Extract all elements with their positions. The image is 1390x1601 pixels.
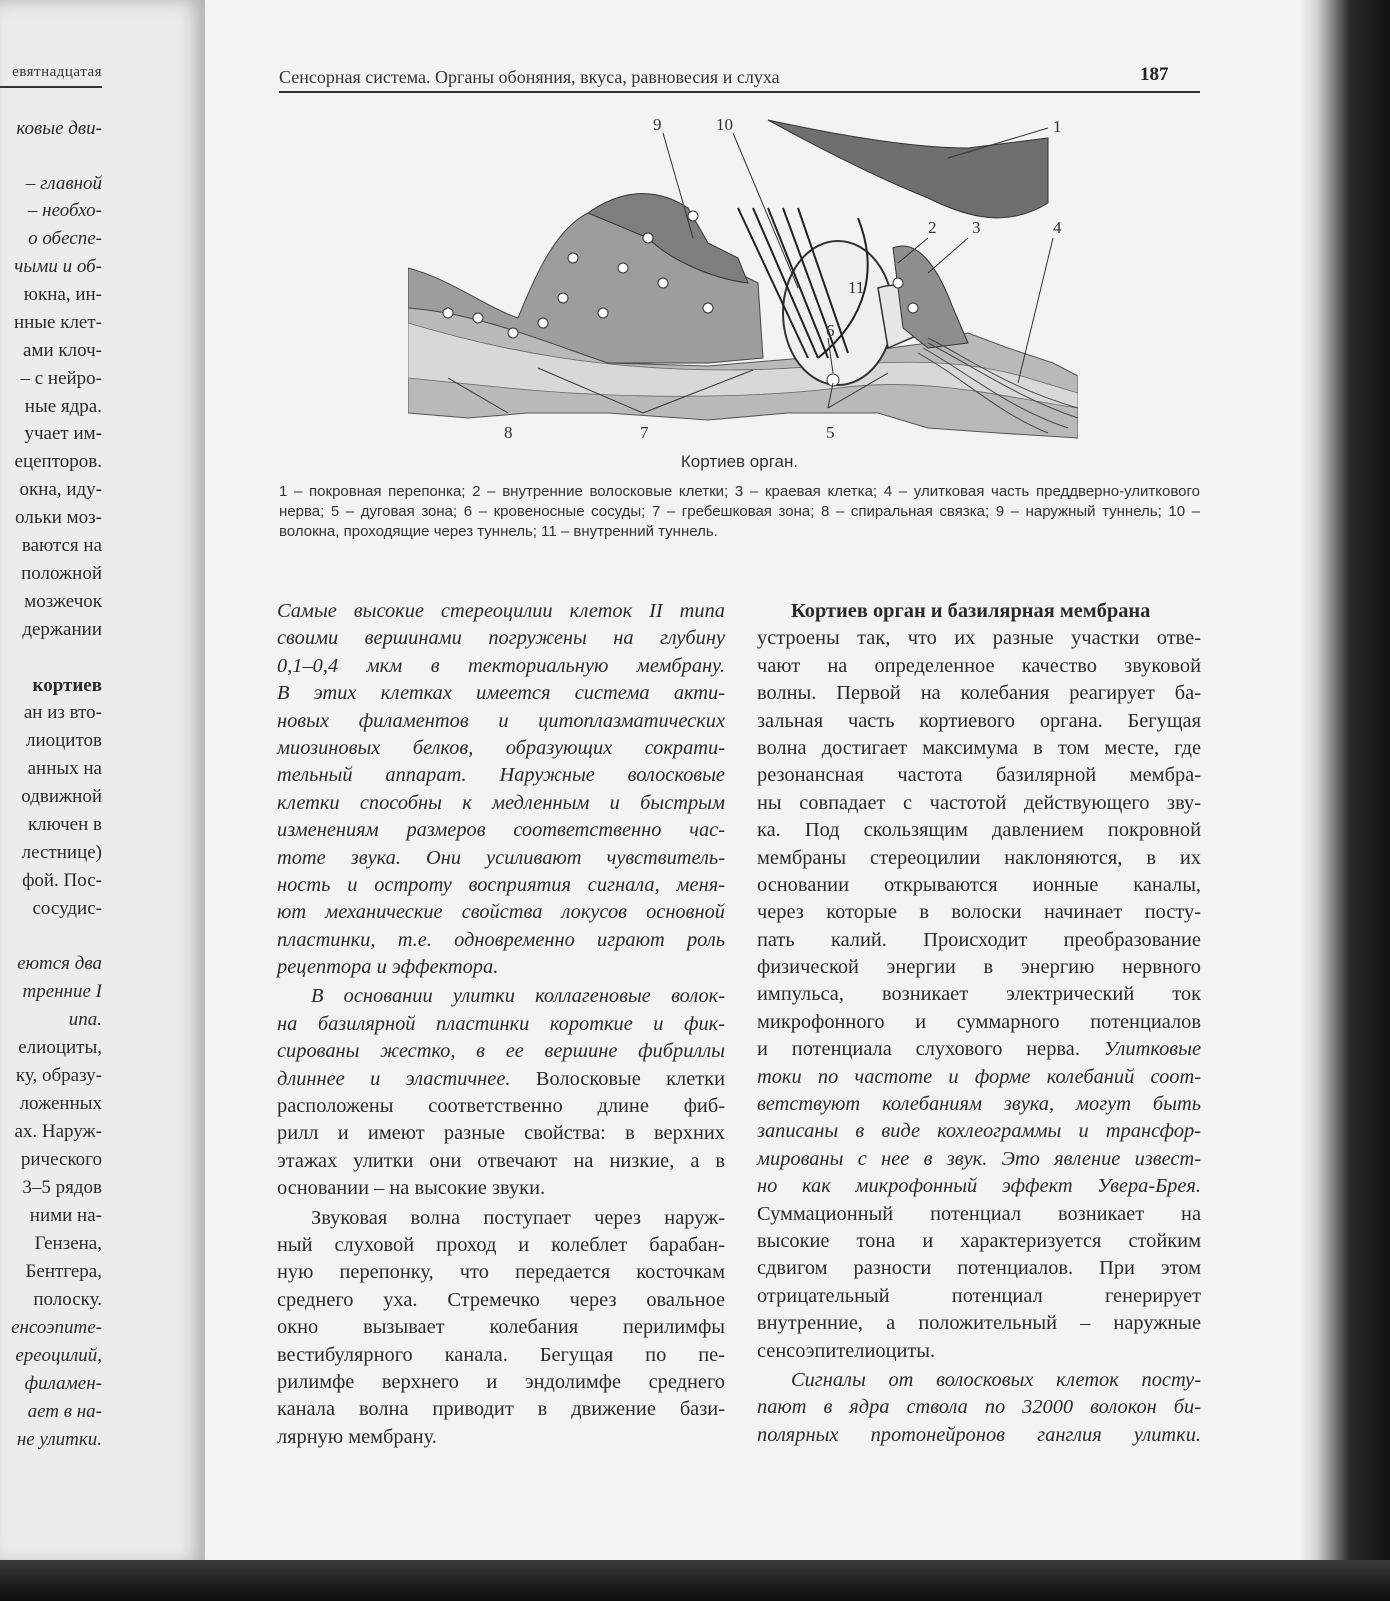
left-page-line: не улитки. bbox=[16, 1429, 102, 1450]
left-page-line: елиоциты, bbox=[18, 1037, 102, 1058]
left-page-line: ецепторов. bbox=[14, 451, 102, 472]
text-run: ный слуховой проход и колеблет барабан- bbox=[277, 1233, 725, 1256]
text-run: рилимфе верхнего и эндолимфе среднего bbox=[277, 1370, 725, 1393]
text-line bbox=[757, 872, 1201, 899]
text-run: новых филаментов и цитоплазматических bbox=[277, 709, 725, 732]
label-2: 2 bbox=[928, 218, 937, 237]
text-run: устроены так, что их разные участки отве- bbox=[757, 627, 1201, 650]
left-page-line: ипа. bbox=[68, 1009, 102, 1030]
text-line bbox=[277, 598, 725, 625]
figure-caption-title: Кортиев орган. bbox=[680, 452, 799, 471]
text-line bbox=[757, 762, 1201, 789]
left-page-line: ложенных bbox=[19, 1093, 102, 1114]
text-run: В основании улитки коллагеновые волок- bbox=[311, 985, 725, 1008]
left-page-line: держании bbox=[22, 619, 102, 640]
text-run: своими вершинами погружены на глубину bbox=[277, 627, 725, 650]
left-page-line: рического bbox=[20, 1149, 102, 1170]
left-page-line: – главной bbox=[25, 173, 102, 194]
text-line bbox=[757, 899, 1201, 926]
text-run: токи по частоте и форме колебаний соот- bbox=[757, 1065, 1201, 1088]
text-run: Самые высокие стереоцилии клеток II типа bbox=[277, 600, 725, 622]
text-line bbox=[277, 1424, 725, 1451]
text-run: пать калий. Происходит преобразование bbox=[757, 928, 1201, 951]
text-run: через которые в волоски начинает посту- bbox=[757, 901, 1201, 924]
text-line bbox=[277, 1259, 725, 1286]
label-3: 3 bbox=[972, 218, 981, 237]
body-column-right bbox=[757, 598, 1201, 1449]
text-line bbox=[757, 598, 1201, 625]
text-line bbox=[757, 981, 1201, 1008]
figure-caption-legend: 1 – покровная перепонка; 2 – внутренние волосковые клетки; 3 – краевая клетка; 4 – улитковая часть преддверно-улиткового нерва; 5 – дуговая зона; 6 – кровеносные сосуды; 7 – гребешковая зона; 8 – спиральная связка; 9 – наружный туннель; 10 – волокна, проходящие через туннель; 11 – внутренний туннель. bbox=[279, 483, 1200, 540]
left-page-line: ковые дви- bbox=[16, 118, 102, 139]
text-line bbox=[757, 1338, 1201, 1365]
left-page-line: фой. Пос- bbox=[22, 870, 102, 891]
tectorial-membrane bbox=[768, 120, 1048, 218]
text-line bbox=[277, 708, 725, 735]
left-page-line: нные клет- bbox=[13, 312, 102, 333]
text-run: миозиновых белков, образующих сократи- bbox=[277, 736, 725, 759]
label-7: 7 bbox=[640, 423, 649, 442]
text-line bbox=[277, 1342, 725, 1369]
left-page bbox=[0, 0, 205, 1565]
text-line bbox=[277, 653, 725, 680]
left-page-line: о обеспе- bbox=[28, 228, 102, 249]
text-run: записаны в виде кохлеограммы и трансфор- bbox=[757, 1120, 1201, 1143]
text-line bbox=[757, 954, 1201, 981]
text-line bbox=[757, 735, 1201, 762]
text-run: резонансная частота базилярной мембра- bbox=[757, 764, 1201, 787]
text-line bbox=[757, 708, 1201, 735]
text-run: тоте звука. Они усиливают чувствитель- bbox=[277, 846, 725, 869]
label-1: 1 bbox=[1053, 117, 1062, 136]
text-line bbox=[757, 1310, 1201, 1337]
text-run: изменениям размеров соответственно час- bbox=[277, 819, 725, 842]
left-page-line: ереоцилий, bbox=[15, 1345, 102, 1366]
text-line bbox=[277, 1066, 725, 1093]
label-5: 5 bbox=[826, 423, 835, 442]
text-run: ную перепонку, что передается косточкам bbox=[277, 1261, 725, 1284]
left-page-line: ает в на- bbox=[27, 1401, 102, 1422]
text-line bbox=[277, 1148, 725, 1175]
text-run: этажах улитки они отвечают на низкие, а в bbox=[277, 1149, 725, 1172]
left-page-line: ключен в bbox=[27, 814, 102, 835]
text-line bbox=[277, 817, 725, 844]
label-6: 6 bbox=[826, 321, 835, 340]
left-page-line: ные ядра. bbox=[24, 396, 102, 417]
text-run: рилл и имеют разные свойства: в верхних bbox=[277, 1122, 725, 1145]
book-edge-shadow bbox=[1300, 0, 1390, 1601]
text-line bbox=[757, 625, 1201, 652]
left-page-line: положной bbox=[21, 563, 102, 584]
text-line bbox=[757, 1422, 1201, 1449]
text-line bbox=[277, 1369, 725, 1396]
text-line bbox=[277, 1120, 725, 1147]
left-page-line: анных на bbox=[27, 758, 102, 779]
left-page-line: Гензена, bbox=[34, 1233, 102, 1254]
text-run: основании открываются ионные каналы, bbox=[757, 873, 1201, 896]
body-column-left bbox=[277, 598, 725, 1451]
left-page-line: ан из вто- bbox=[23, 702, 102, 723]
text-line bbox=[757, 1118, 1201, 1145]
text-run: В этих клетках имеется система акти- bbox=[277, 682, 725, 705]
text-run: сированы жестко, в ее вершине фибриллы bbox=[277, 1040, 725, 1063]
label-10: 10 bbox=[716, 115, 733, 134]
left-page-line: лестнице) bbox=[21, 842, 102, 863]
text-run: лярную мембрану. bbox=[277, 1425, 437, 1448]
text-line bbox=[277, 899, 725, 926]
text-run: Звуковая волна поступает через наруж- bbox=[311, 1206, 725, 1229]
text-run: ность и остроту восприятия сигнала, меня- bbox=[277, 873, 725, 896]
text-line bbox=[277, 927, 725, 954]
left-page-line: еются два bbox=[17, 953, 102, 974]
header-rule bbox=[279, 91, 1200, 93]
text-line bbox=[277, 954, 725, 981]
left-page-line: ку, образу- bbox=[15, 1065, 102, 1086]
text-run: зальная часть кортиевого органа. Бегущая bbox=[757, 709, 1201, 732]
left-page-line: мозжечок bbox=[24, 591, 102, 612]
text-line bbox=[277, 1205, 725, 1232]
left-page-line: ами клоч- bbox=[23, 340, 102, 361]
left-page-line: ах. Наруж- bbox=[14, 1121, 102, 1142]
left-page-line: ольки моз- bbox=[15, 507, 102, 528]
text-line bbox=[757, 680, 1201, 707]
text-line bbox=[757, 653, 1201, 680]
text-run: волны. Первой на колебания реагирует ба- bbox=[757, 682, 1201, 705]
text-run: тельный аппарат. Наружные волосковые bbox=[277, 764, 725, 787]
text-line bbox=[277, 1175, 725, 1202]
left-page-line: кортиев bbox=[32, 675, 102, 696]
text-run: пластинки, т.е. одновременно играют роль bbox=[277, 928, 725, 951]
text-run: основании – на высокие звуки. bbox=[277, 1177, 546, 1200]
text-run: импульса, возникает электрический ток bbox=[757, 983, 1201, 1006]
text-line bbox=[757, 1036, 1201, 1063]
text-line bbox=[757, 817, 1201, 844]
text-line bbox=[757, 1201, 1201, 1228]
text-run: ют механические свойства локусов основной bbox=[277, 901, 725, 924]
text-line bbox=[277, 1287, 725, 1314]
text-line bbox=[757, 1367, 1201, 1394]
text-line bbox=[757, 1009, 1201, 1036]
left-page-line: окна, иду- bbox=[19, 479, 102, 500]
text-run: пают в ядра ствола по 32000 волокон би- bbox=[757, 1396, 1201, 1419]
text-run: клетки способны к медленным и быстрым bbox=[277, 791, 725, 814]
text-line bbox=[757, 790, 1201, 817]
left-page-line: филамен- bbox=[24, 1373, 102, 1394]
left-page-line: полоску. bbox=[33, 1289, 102, 1310]
text-run: Кортиев орган и базилярная мембрана bbox=[791, 600, 1151, 622]
left-page-line: одвижной bbox=[21, 786, 102, 807]
left-page-line: – необхо- bbox=[27, 200, 102, 221]
text-line bbox=[757, 1173, 1201, 1200]
left-page-line: ваются на bbox=[21, 535, 102, 556]
text-run: мированы с нее в звук. Это явление извест- bbox=[757, 1147, 1201, 1170]
label-4: 4 bbox=[1053, 218, 1062, 237]
text-line bbox=[277, 1093, 725, 1120]
left-page-line: – с нейро- bbox=[20, 368, 102, 389]
text-run: сдвигом разности потенциалов. При этом bbox=[757, 1257, 1201, 1280]
text-run: длиннее и эластичнее. bbox=[277, 1067, 511, 1090]
text-run: и потенциала слухового нерва. bbox=[757, 1038, 1104, 1061]
text-run: на базилярной пластинки короткие и фик- bbox=[277, 1012, 725, 1035]
text-line bbox=[277, 735, 725, 762]
left-header-rule bbox=[0, 86, 102, 88]
text-run: Суммационный потенциал возникает на bbox=[757, 1202, 1201, 1225]
running-header: Сенсорная система. Органы обоняния, вкуса, равновесия и слуха bbox=[279, 67, 780, 87]
left-page-line: енсоэпите- bbox=[11, 1317, 102, 1338]
left-page-line: сосудис- bbox=[32, 898, 102, 919]
text-run: полярных протонейронов ганглия улитки. bbox=[757, 1423, 1201, 1446]
text-line bbox=[277, 872, 725, 899]
left-page-line: юкна, ин- bbox=[23, 284, 102, 305]
text-line bbox=[757, 1255, 1201, 1282]
bottom-shadow bbox=[0, 1560, 1390, 1601]
text-run: среднего уха. Стремечко через овальное bbox=[277, 1288, 725, 1311]
text-line bbox=[757, 1283, 1201, 1310]
text-line bbox=[277, 1011, 725, 1038]
text-run: чают на определенное качество звуковой bbox=[757, 654, 1201, 677]
left-page-line: учает им- bbox=[24, 423, 102, 444]
page-number: 187 bbox=[1140, 64, 1169, 85]
text-line bbox=[277, 1232, 725, 1259]
text-line bbox=[757, 1146, 1201, 1173]
label-11: 11 bbox=[848, 278, 865, 297]
text-run: волна достигает максимума в том месте, где bbox=[757, 736, 1201, 759]
text-line bbox=[277, 790, 725, 817]
text-line bbox=[277, 845, 725, 872]
text-run: вестибулярного канала. Бегущая по пе- bbox=[277, 1343, 725, 1366]
text-line bbox=[757, 1064, 1201, 1091]
left-page-line: чыми и об- bbox=[14, 256, 102, 277]
text-line bbox=[277, 983, 725, 1010]
text-run: микрофонного и суммарного потенциалов bbox=[757, 1010, 1201, 1033]
text-line bbox=[277, 762, 725, 789]
text-run: мембраны стереоцилии наклоняются, в их bbox=[757, 846, 1201, 869]
text-line bbox=[757, 1394, 1201, 1421]
text-line bbox=[277, 680, 725, 707]
text-run: Волосковые клетки bbox=[510, 1067, 725, 1090]
text-line bbox=[757, 845, 1201, 872]
text-run: Улитковые bbox=[1103, 1038, 1201, 1061]
text-line bbox=[757, 927, 1201, 954]
text-line bbox=[277, 1038, 725, 1065]
text-run: ветствуют колебаниям звука, могут быть bbox=[757, 1093, 1201, 1116]
text-run: окно вызывает колебания перилимфы bbox=[277, 1316, 725, 1339]
left-page-line: лиоцитов bbox=[25, 730, 102, 751]
text-run: ны совпадает с частотой действующего зву- bbox=[757, 791, 1201, 814]
text-line bbox=[277, 1396, 725, 1423]
text-run: физической энергии в энергию нервного bbox=[757, 956, 1201, 979]
text-run: ка. Под скользящим давлением покровной bbox=[757, 819, 1201, 842]
text-line bbox=[277, 1314, 725, 1341]
text-run: расположены соответственно длине фиб- bbox=[277, 1095, 725, 1118]
left-page-line: Бентгера, bbox=[25, 1261, 102, 1282]
left-page-line: 3–5 рядов bbox=[22, 1177, 102, 1198]
text-run: канала волна приводит в движение бази- bbox=[277, 1398, 725, 1421]
text-line bbox=[277, 625, 725, 652]
text-run: 0,1–0,4 мкм в текториальную мембрану. bbox=[277, 654, 725, 677]
label-8: 8 bbox=[504, 423, 513, 442]
left-page-line: тренние I bbox=[22, 981, 102, 1002]
text-line bbox=[757, 1228, 1201, 1255]
text-run: рецептора и эффектора. bbox=[277, 956, 499, 979]
label-9: 9 bbox=[653, 115, 662, 134]
text-run: Сигналы от волосковых клеток посту- bbox=[791, 1368, 1201, 1391]
left-page-header: евятнадцатая bbox=[12, 64, 102, 80]
text-run: высокие тона и характеризуется стойким bbox=[757, 1229, 1201, 1252]
text-line bbox=[757, 1091, 1201, 1118]
text-run: внутренние, а положительный – наружные bbox=[757, 1312, 1201, 1335]
organ-of-corti-figure bbox=[408, 108, 1078, 458]
text-run: сенсоэпителиоциты. bbox=[757, 1339, 936, 1362]
text-run: отрицательный потенциал генерирует bbox=[757, 1284, 1201, 1307]
text-run: но как микрофонный эффект Увера-Брея. bbox=[757, 1175, 1201, 1198]
left-page-line: ними на- bbox=[29, 1205, 102, 1226]
